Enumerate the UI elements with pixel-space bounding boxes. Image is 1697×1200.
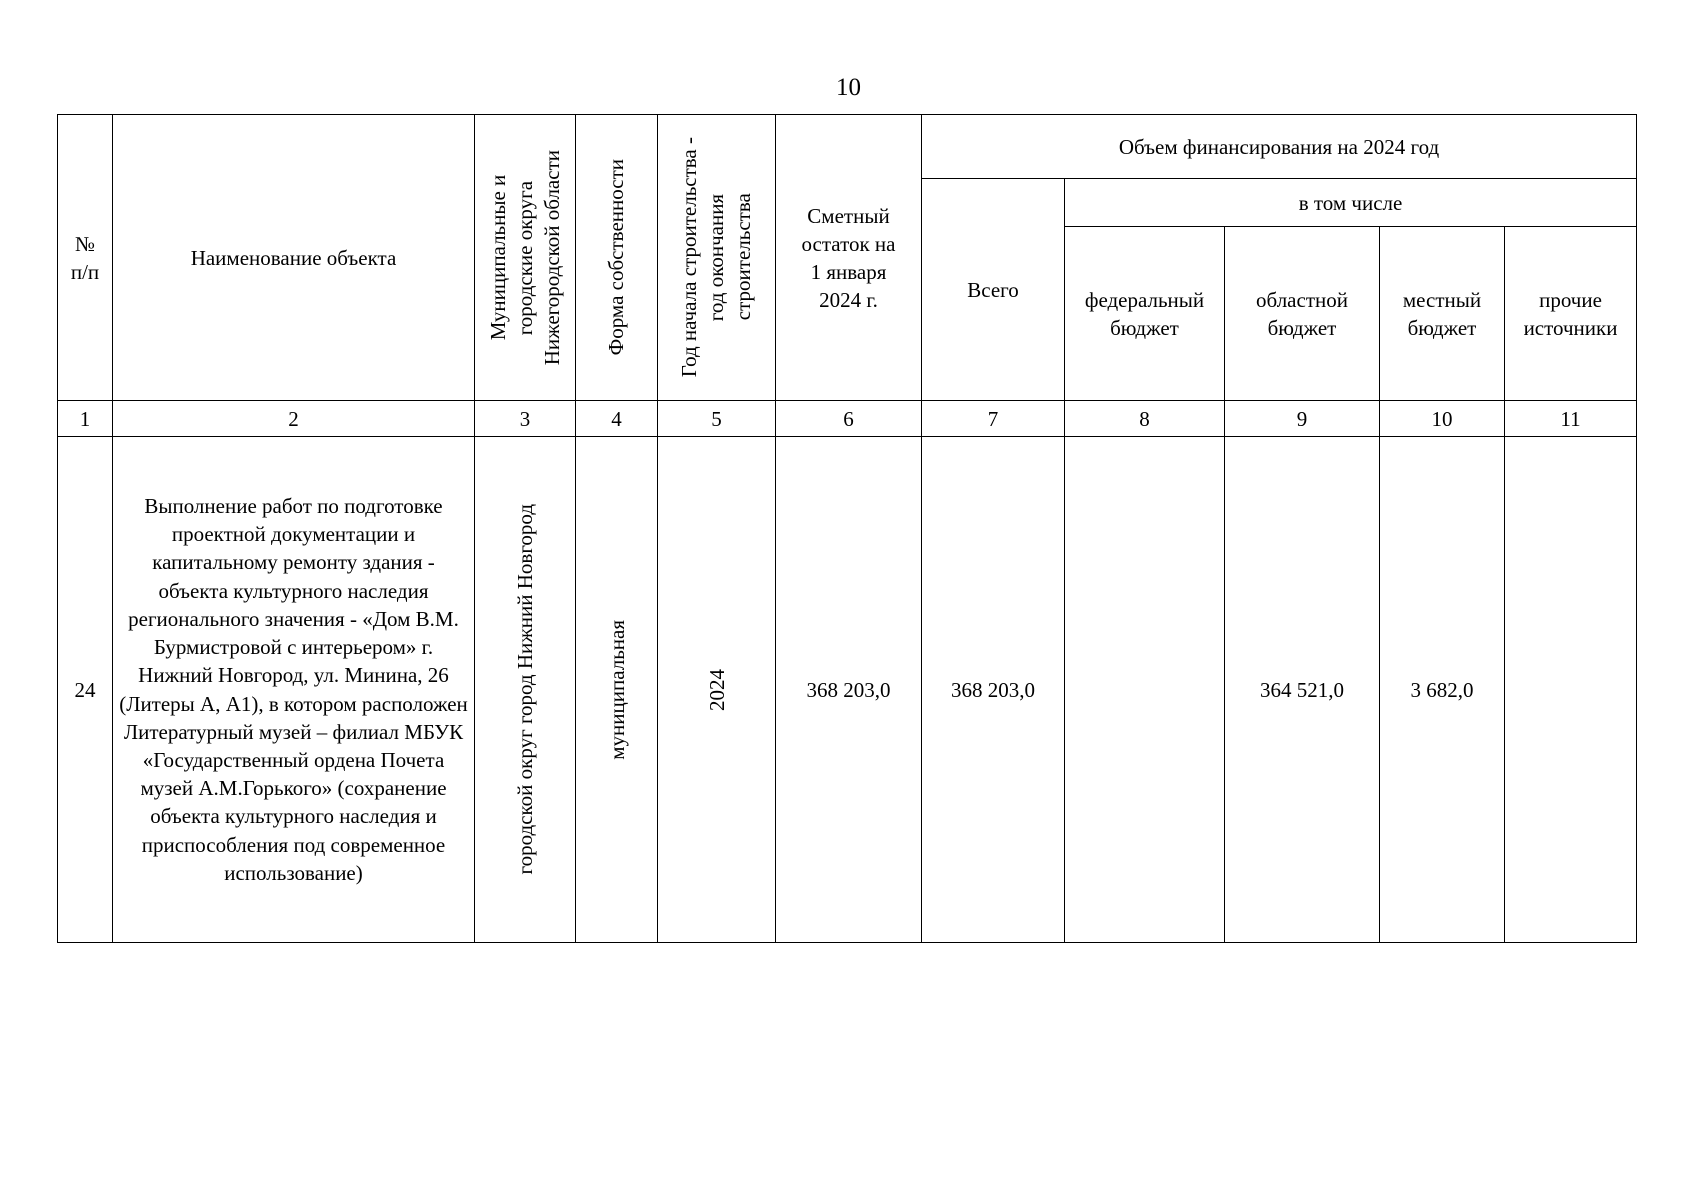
row-object-name: Выполнение работ по подготовке проектной документации и капитальному ремонту здания - объекта культурного наследия регионального значения - «Дом В.М. Бурмистровой с интерьером» г. Нижний Новгород, ул. Минина, 26 (Литеры А, А1), в котором расположен Литературный музей – филиал МБУК «Государственный ордена Почета музей А.М.Горького» (сохранение объекта культурного наследия и приспособления под современное использование): [113, 437, 475, 943]
row-years: [658, 437, 776, 943]
row-other: [1505, 437, 1637, 943]
row-federal: [1065, 437, 1225, 943]
row-years-text: 2024: [704, 668, 729, 711]
column-number: 6: [776, 401, 922, 437]
header-municipality-text: Муниципальные и городские округа Нижегородской области: [485, 149, 564, 366]
row-estimate: 368 203,0: [776, 437, 922, 943]
row-local: 3 682,0: [1380, 437, 1505, 943]
row-num: 24: [58, 437, 113, 943]
page-number: 10: [836, 74, 861, 101]
financing-table: [57, 114, 1637, 943]
table-row: [58, 437, 1637, 943]
header-name: Наименование объекта: [113, 115, 475, 401]
header-years: [658, 115, 776, 401]
column-number: 11: [1505, 401, 1637, 437]
header-including: в том числе: [1065, 179, 1637, 227]
header-local: местный бюджет: [1380, 227, 1505, 401]
header-num: № п/п: [58, 115, 113, 401]
row-regional: 364 521,0: [1225, 437, 1380, 943]
column-number-row: [58, 401, 1637, 437]
header-funding-group: Объем финансирования на 2024 год: [922, 115, 1637, 179]
row-ownership: [576, 437, 658, 943]
column-number: 8: [1065, 401, 1225, 437]
header-municipality: [475, 115, 576, 401]
row-municipality: [475, 437, 576, 943]
header-federal: федеральный бюджет: [1065, 227, 1225, 401]
row-ownership-text: муниципальная: [604, 619, 629, 760]
header-regional: областной бюджет: [1225, 227, 1380, 401]
header-other: прочие источники: [1505, 227, 1637, 401]
header-estimate: Сметный остаток на 1 января 2024 г.: [776, 115, 922, 401]
column-number: 10: [1380, 401, 1505, 437]
column-number: 3: [475, 401, 576, 437]
column-number: 4: [576, 401, 658, 437]
column-number: 5: [658, 401, 776, 437]
header-ownership-text: Форма собственности: [604, 159, 628, 356]
column-number: 2: [113, 401, 475, 437]
header-total: Всего: [922, 179, 1065, 401]
column-number: 9: [1225, 401, 1380, 437]
column-number: 7: [922, 401, 1065, 437]
row-total: 368 203,0: [922, 437, 1065, 943]
header-ownership: [576, 115, 658, 401]
header-years-text: Год начала строительства - год окончания строительства: [677, 137, 755, 378]
row-municipality-text: городской округ город Нижний Новгород: [513, 504, 537, 875]
column-number: 1: [58, 401, 113, 437]
